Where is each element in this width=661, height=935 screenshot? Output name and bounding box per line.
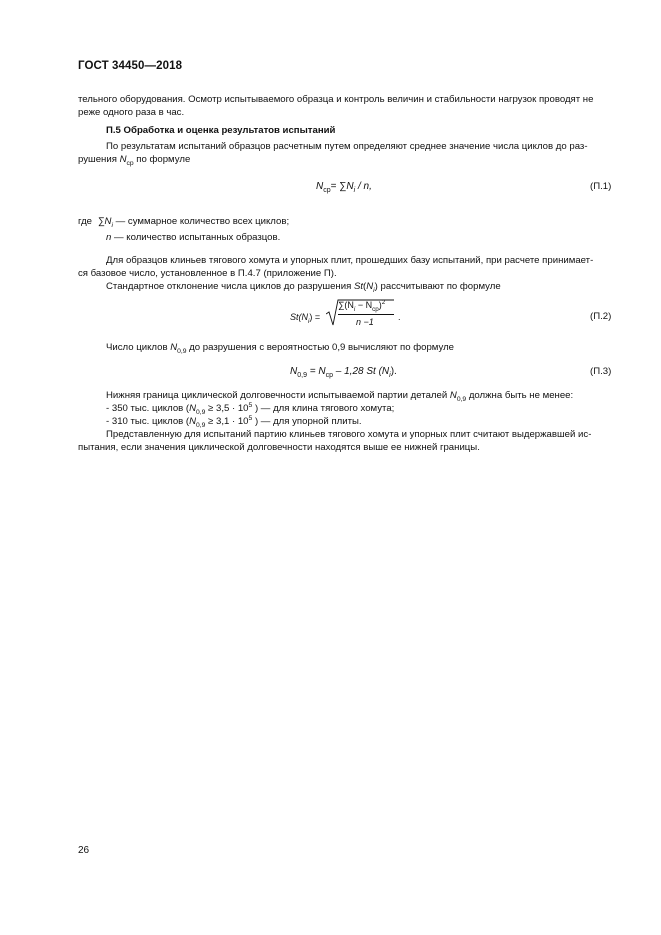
- page-number: 26: [78, 845, 90, 856]
- fraction-denominator: n −1: [356, 317, 374, 327]
- p4-item-1: - 350 тыс. циклов ($N_{0,9} \ge 3,5 \cdot 10^5$ ) — для клина тягового хомута;: [106, 401, 395, 416]
- p4-line-1: Нижняя граница циклической долговечности испытываемой партии деталей $N_{0,9}$ должна быть не менее:: [106, 390, 574, 403]
- section-p1-line-2: рушения $N_{ср}$ по формуле: [78, 154, 191, 167]
- p2-line-3: Стандартное отклонение числа циклов до разрушения $St(N_i)$ рассчитывают по формуле: [106, 281, 501, 294]
- section-heading: П.5 Обработка и оценка результатов испытаний: [106, 125, 336, 136]
- p2-line-1: Для образцов клиньев тягового хомута и упорных плит, прошедших базу испытаний, при расчете принимает-: [106, 255, 594, 266]
- p4-line-4: Представленную для испытаний партию клиньев тягового хомута и упорных плит считают выдержавшей ис-: [106, 429, 592, 440]
- document-header: ГОСТ 34450—2018: [78, 60, 183, 72]
- p2-line-2: ся базовое число, установленное в П.4.7 (приложение П).: [78, 268, 337, 279]
- formula-p2-number: (П.2): [590, 311, 612, 322]
- fraction-bar: [338, 314, 394, 315]
- section-p1-line-1: По результатам испытаний образцов расчетным путем определяют среднее значение числа циклов до раз-: [106, 141, 588, 152]
- intro-line-2: реже одного раза в час.: [78, 107, 185, 118]
- where-line-2: n — количество испытанных образцов.: [106, 232, 281, 243]
- formula-p3-number: (П.3): [590, 366, 612, 377]
- where-line-1: где $\sum N_i$ — суммарное количество всех циклов;: [78, 216, 290, 229]
- p4-line-5: пытания, если значения циклической долговечности находятся выше ее нижней границы.: [78, 442, 480, 453]
- p3-line: Число циклов $N_{0,9}$ до разрушения с вероятностью 0,9 вычисляют по формуле: [106, 342, 455, 355]
- intro-line-1: тельного оборудования. Осмотр испытываемого образца и контроль величин и стабильности нагрузок проводят не: [78, 94, 594, 105]
- formula-p1: $N_{ср}= \sum N_i / n$,: [316, 181, 372, 194]
- fraction-numerator: $\sum(N_i - N_{ср})^2$: [338, 299, 386, 313]
- formula-p3: $N_{0,9} = N_{ср} - 1,28$ St $(N_i)$.: [290, 366, 397, 379]
- formula-p1-number: (П.1): [590, 181, 612, 192]
- p4-item-2: - 310 тыс. циклов ($N_{0,9} \ge 3,1 \cdot 10^5$ ) — для упорной плиты.: [106, 414, 362, 429]
